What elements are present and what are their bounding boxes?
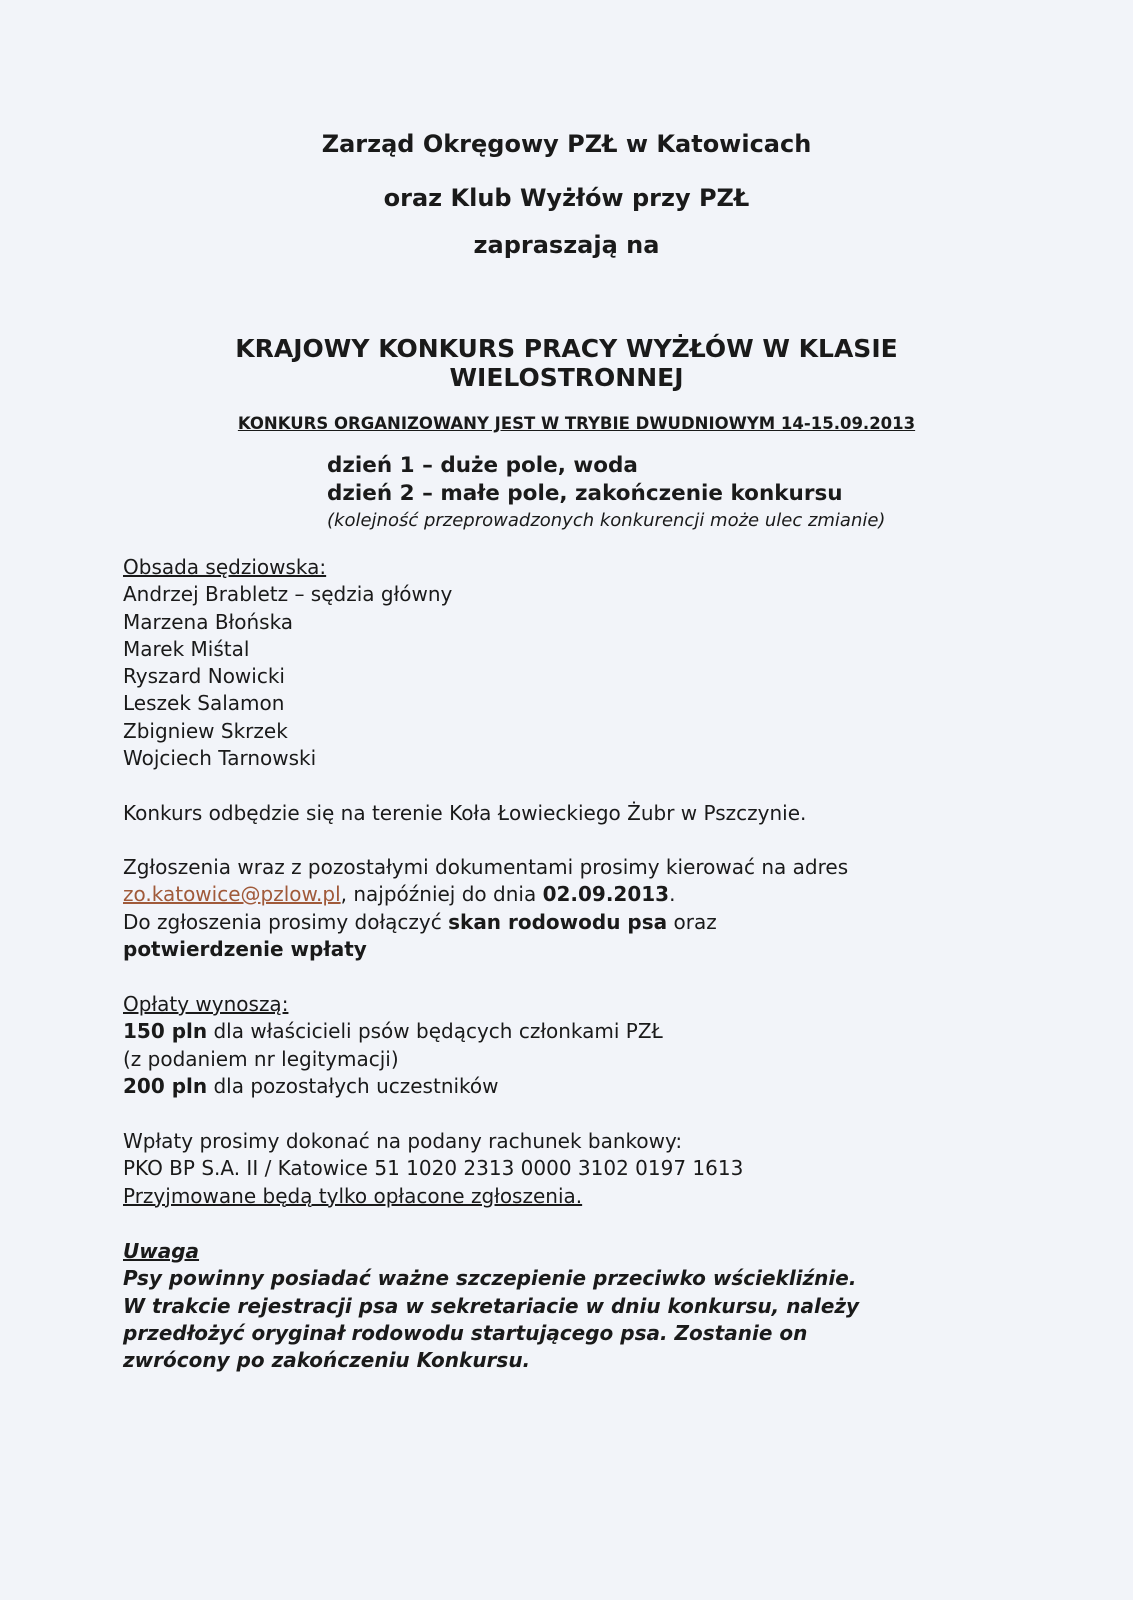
warning-heading: Uwaga xyxy=(123,1239,200,1263)
judges-heading: Obsada sędziowska: xyxy=(123,555,327,579)
payment-line: Wpłaty prosimy dokonać na podany rachunek bankowy: xyxy=(123,1129,683,1153)
organizer-line-2: oraz Klub Wyżłów przy PZŁ xyxy=(383,184,750,212)
warning-line: zwrócony po zakończeniu Konkursu. xyxy=(123,1348,531,1373)
event-title-line-1: KRAJOWY KONKURS PRACY WYŻŁÓW W KLASIE xyxy=(235,334,898,363)
schedule-note: (kolejność przeprowadzonych konkurencji może ulec zmianie) xyxy=(327,510,886,531)
registration-line-3: Do zgłoszenia prosimy dołączyć skan rodowodu psa oraz xyxy=(123,909,717,934)
judge-item: Zbigniew Skrzek xyxy=(123,718,288,743)
fee-item: 150 pln dla właścicieli psów będących członkami PZŁ xyxy=(123,1019,663,1044)
warning-line: przedłożyć oryginał rodowodu startującego psa. Zostanie on xyxy=(123,1320,808,1345)
organizer-line-1: Zarząd Okręgowy PZŁ w Katowicach xyxy=(321,130,812,158)
schedule xyxy=(327,452,885,534)
fees-section xyxy=(123,991,663,1100)
judge-item: Leszek Salamon xyxy=(123,691,285,716)
schedule-day-1: dzień 1 – duże pole, woda xyxy=(327,453,638,478)
warning-section xyxy=(123,1238,859,1374)
bank-account: PKO BP S.A. II / Katowice 51 1020 2313 0000 3102 0197 1613 xyxy=(123,1156,744,1181)
payment-note: Przyjmowane będą tylko opłacone zgłoszenia. xyxy=(123,1183,583,1208)
payment-section xyxy=(123,1128,743,1210)
fee-note: (z podaniem nr legitymacji) xyxy=(123,1046,399,1071)
judges-section xyxy=(123,554,452,772)
deadline: 02.09.2013 xyxy=(542,882,670,907)
registration-line-2: zo.katowice@pzlow.pl, najpóźniej do dnia 02.09.2013. xyxy=(123,882,676,907)
fee-item: 200 pln dla pozostałych uczestników xyxy=(123,1073,499,1098)
registration-line-1: Zgłoszenia wraz z pozostałymi dokumentami prosimy kierować na adres xyxy=(123,855,849,879)
registration-section xyxy=(123,854,848,963)
judge-item: Marzena Błońska xyxy=(123,609,294,634)
schedule-day-2: dzień 2 – małe pole, zakończenie konkursu xyxy=(327,481,843,506)
judge-item: Wojciech Tarnowski xyxy=(123,746,317,771)
invite-line: zapraszają na xyxy=(473,231,660,259)
judge-item: Marek Miśtal xyxy=(123,636,250,661)
warning-line: Psy powinny posiadać ważne szczepienie przeciwko wściekliźnie. xyxy=(123,1266,857,1291)
judge-item: Andrzej Brabletz – sędzia główny xyxy=(123,582,453,607)
event-subtitle: KONKURS ORGANIZOWANY JEST W TRYBIE DWUDNIOWYM 14-15.09.2013 xyxy=(237,414,916,433)
event-title-line-2: WIELOSTRONNEJ xyxy=(449,363,684,392)
registration-line-4: potwierdzenie wpłaty xyxy=(123,936,367,961)
email-link[interactable]: zo.katowice@pzlow.pl xyxy=(123,882,341,907)
judge-item: Ryszard Nowicki xyxy=(123,664,285,689)
location-text: Konkurs odbędzie się na terenie Koła Łowieckiego Żubr w Pszczynie. xyxy=(123,801,807,825)
fees-heading: Opłaty wynoszą: xyxy=(123,992,289,1016)
warning-line: W trakcie rejestracji psa w sekretariacie w dniu konkursu, należy xyxy=(123,1293,860,1318)
